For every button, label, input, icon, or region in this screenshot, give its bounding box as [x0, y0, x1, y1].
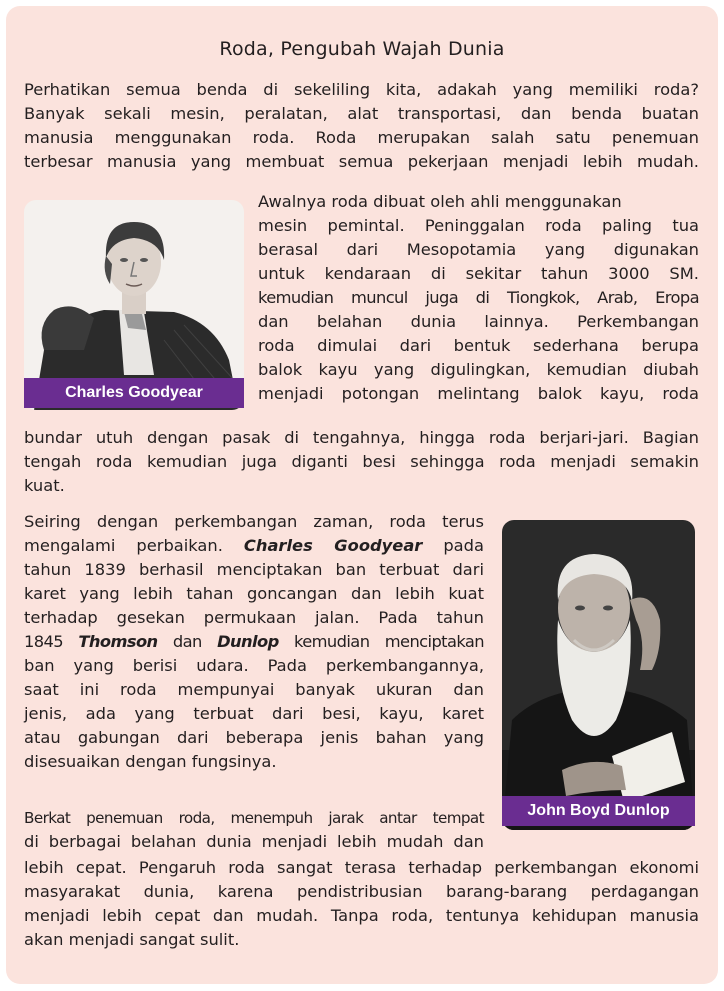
text-line: tengah roda kemudian juga diganti besi sehingga roda menjadi semakin [24, 452, 699, 471]
paragraph-development [24, 510, 484, 774]
text-line: mengalami perbaikan. Charles Goodyear pada [24, 536, 484, 555]
text-line: manusia menggunakan roda. Roda merupakan salah satu penemuan [24, 128, 699, 147]
text-line: menjadi lebih cepat dan mudah. Tanpa roda, tentunya kehidupan manusia [24, 906, 699, 925]
name-charles-goodyear: Charles Goodyear [243, 536, 423, 555]
text-line: disesuaikan dengan fungsinya. [24, 752, 277, 771]
text-line: dan belahan dunia lainnya. Perkembangan [258, 312, 699, 331]
paragraph-impact-full [24, 856, 699, 952]
text-line: karet yang lebih tahan goncangan dan lebih kuat [24, 584, 484, 603]
text-line: masyarakat dunia, karena pendistribusian barang-barang perdagangan [24, 882, 699, 901]
text-line: lebih cepat. Pengaruh roda sangat terasa terhadap perkembangan ekonomi [24, 858, 699, 877]
paragraph-history-full [24, 426, 699, 498]
text-line: tahun 1839 berhasil menciptakan ban terbuat dari [24, 560, 484, 579]
text-line: jenis, ada yang terbuat dari besi, kayu, karet [24, 704, 484, 723]
text-line: bundar utuh dengan pasak di tengahnya, hingga roda berjari-jari. Bagian [24, 428, 699, 447]
text-line: 1845 Thomson dan Dunlop kemudian menciptakan [24, 632, 484, 651]
name-dunlop: Dunlop [217, 632, 279, 651]
caption-john-boyd-dunlop: John Boyd Dunlop [502, 796, 695, 826]
text-line: kemudian muncul juga di Tiongkok, Arab, Eropa [258, 288, 699, 307]
text-line: akan menjadi sangat sulit. [24, 930, 240, 949]
text-line: atau gabungan dari beberapa jenis bahan yang [24, 728, 484, 747]
paragraph-impact-side [24, 806, 484, 854]
text-line: terhadap gesekan permukaan jalan. Pada tahun [24, 608, 484, 627]
caption-charles-goodyear: Charles Goodyear [24, 378, 244, 408]
text-line: balok kayu yang digulingkan, kemudian diubah [258, 360, 699, 379]
text-line: Banyak sekali mesin, peralatan, alat transportasi, dan benda buatan [24, 104, 699, 123]
text-line: Awalnya roda dibuat oleh ahli menggunakan [258, 192, 622, 211]
name-thomson: Thomson [78, 632, 158, 651]
text-line: mesin pemintal. Peninggalan roda paling tua [258, 216, 699, 235]
text-line: saat ini roda mempunyai banyak ukuran dan [24, 680, 484, 699]
text-line: Seiring dengan perkembangan zaman, roda terus [24, 512, 484, 531]
text-line: kuat. [24, 476, 65, 495]
article-title: Roda, Pengubah Wajah Dunia [219, 38, 505, 60]
paragraph-intro [24, 78, 699, 174]
photo-john-boyd-dunlop [502, 520, 695, 830]
text-line: ban yang berisi udara. Pada perkembangannya, [24, 656, 484, 675]
text-line: roda dimulai dari bentuk sederhana berupa [258, 336, 699, 355]
text-line: di berbagai belahan dunia menjadi lebih mudah dan [24, 832, 484, 851]
text-line: menjadi potongan melintang balok kayu, roda [258, 384, 699, 403]
portrait-photo-image [502, 520, 695, 830]
text-line: terbesar manusia yang membuat semua pekerjaan menjadi lebih mudah. [24, 152, 699, 171]
paragraph-history-side [258, 190, 699, 406]
text-line: untuk kendaraan di sekitar tahun 3000 SM. [258, 264, 699, 283]
text-line: Perhatikan semua benda di sekeliling kita, adakah yang memiliki roda? [24, 80, 699, 99]
text-line: Berkat penemuan roda, menempuh jarak antar tempat [24, 809, 484, 827]
text-line: berasal dari Mesopotamia yang digunakan [258, 240, 699, 259]
